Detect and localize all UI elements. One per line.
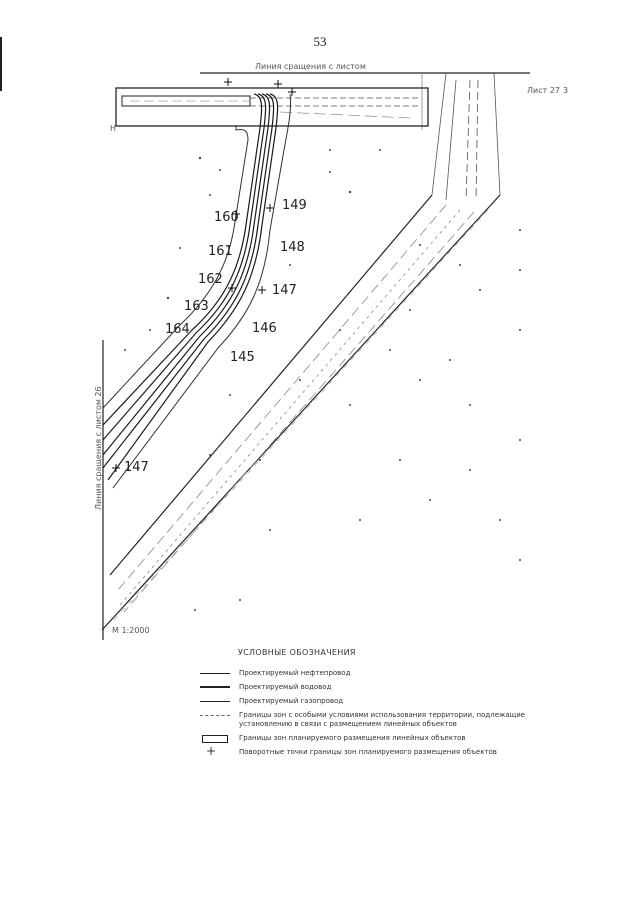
map-scale: М 1:2000 xyxy=(112,626,150,635)
legend-title: УСЛОВНЫЕ ОБОЗНАЧЕНИЯ xyxy=(238,648,356,657)
special-zone-boundary-symbol xyxy=(200,711,230,720)
point-label-160: 160 xyxy=(214,210,239,225)
gas-pipeline-symbol xyxy=(200,697,230,706)
point-label-148: 148 xyxy=(280,240,305,255)
page-number: 53 xyxy=(313,34,327,49)
pipeline-bundle xyxy=(103,94,278,480)
sheet-reference: Лист 27 xyxy=(527,86,560,95)
left-mark: Н xyxy=(110,124,117,133)
legend-item xyxy=(200,683,530,692)
water-pipeline-symbol xyxy=(200,683,230,692)
point-label-149: 149 xyxy=(282,198,307,213)
placement-zone-top xyxy=(116,88,428,126)
point-label-145: 145 xyxy=(230,350,255,365)
legend-item xyxy=(200,669,530,678)
diagonal-corridor xyxy=(102,195,500,630)
point-label-161: 161 xyxy=(208,244,233,259)
legend-text: Границы зон планируемого размещения линейных объектов xyxy=(239,734,466,742)
point-label-164: 164 xyxy=(165,322,190,337)
cross-icon: + xyxy=(206,744,217,758)
legend-item xyxy=(200,744,530,758)
legend-text: Проектируемый нефтепровод xyxy=(239,669,351,677)
top-junction-caption: Линия сращения с листом xyxy=(255,62,366,71)
point-label-163: 163 xyxy=(184,299,209,314)
point-label-147: 147 xyxy=(272,283,297,298)
oil-pipeline-symbol xyxy=(200,669,230,678)
sheet-reference-number: 3 xyxy=(563,86,569,95)
map-legend xyxy=(200,648,530,762)
vertical-corridor-lines xyxy=(432,73,500,200)
legend-text: Поворотные точки границы зон планируемого размещения объектов xyxy=(239,748,497,756)
left-junction-caption: Линия сращения с листом 26 xyxy=(94,386,103,510)
legend-item xyxy=(200,711,530,729)
placement-zone-symbol xyxy=(200,734,230,743)
legend-item xyxy=(200,697,530,706)
point-label-147b: 147 xyxy=(124,460,149,475)
legend-text: Границы зон с особыми условиями использования территории, подлежащие установлению в связи с размещением линейных объектов xyxy=(239,711,526,728)
point-label-162: 162 xyxy=(198,272,223,287)
legend-text: Проектируемый водовод xyxy=(239,683,332,691)
legend-item xyxy=(200,734,530,743)
legend-text: Проектируемый газопровод xyxy=(239,697,344,705)
point-label-146: 146 xyxy=(252,321,277,336)
